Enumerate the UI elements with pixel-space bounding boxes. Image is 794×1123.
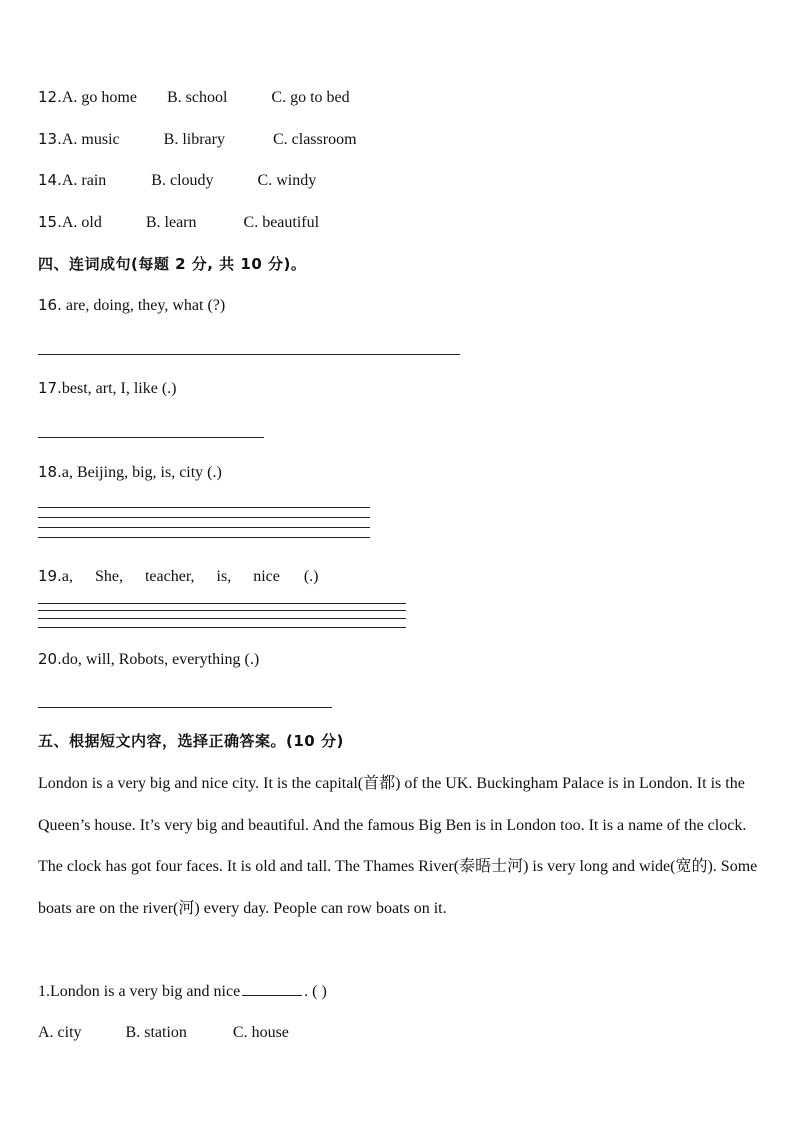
word-2: She,: [94, 568, 123, 585]
option-c: C. go to bed: [271, 89, 350, 106]
question-number: 14.: [38, 171, 62, 189]
answer-blank: [242, 981, 302, 996]
question-20: [38, 649, 259, 670]
question-number: 12.: [38, 88, 62, 106]
answer-line: [38, 618, 406, 619]
answer-line: [38, 610, 406, 611]
answer-line: [38, 437, 264, 438]
answer-line: [38, 537, 370, 538]
question-stem: 1.London is a very big and nice: [38, 983, 241, 1000]
question-14: [38, 170, 316, 191]
option-a: A. rain: [61, 172, 107, 189]
option-b: B. cloudy: [151, 172, 214, 189]
option-c: C. beautiful: [243, 214, 320, 231]
answer-line: [38, 517, 370, 518]
option-c: C. classroom: [272, 131, 357, 148]
question-number: 13.: [38, 130, 62, 148]
question-text: a, Beijing, big, is, city (.): [61, 464, 222, 481]
question-number: 20.: [38, 650, 62, 668]
question-number: 19.: [38, 567, 62, 585]
section-5-heading: 五、根据短文内容，选择正确答案。(10 分): [38, 732, 344, 750]
question-number: 17.: [38, 379, 62, 397]
answer-line: [38, 507, 370, 508]
question-19: [38, 566, 319, 587]
question-number: 18.: [38, 463, 62, 481]
question-number: 16.: [38, 296, 62, 314]
option-b: B. station: [125, 1024, 187, 1041]
question-15: [38, 212, 319, 233]
word-5: nice: [253, 568, 280, 585]
question-number: 15.: [38, 213, 62, 231]
option-a: A. city: [38, 1024, 82, 1041]
answer-line: [38, 527, 370, 528]
question-12: [38, 87, 350, 108]
section-4-heading: 四、连词成句(每题 2 分, 共 10 分)。: [38, 255, 307, 273]
question-bracket: . ( ): [304, 983, 327, 1000]
word-6: (.): [303, 568, 319, 585]
word-1: a,: [61, 568, 73, 585]
word-3: teacher,: [144, 568, 195, 585]
question-text: are, doing, they, what (?): [61, 297, 226, 314]
answer-line: [38, 603, 406, 604]
reading-question-1: [38, 981, 327, 1002]
option-b: B. library: [163, 131, 225, 148]
option-c: C. windy: [257, 172, 317, 189]
option-c: C. house: [232, 1024, 289, 1041]
word-4: is,: [216, 568, 232, 585]
question-text: do, will, Robots, everything (.): [61, 651, 260, 668]
option-b: B. learn: [145, 214, 197, 231]
question-13: [38, 129, 357, 150]
answer-line: [38, 354, 460, 355]
option-a: A. old: [61, 214, 102, 231]
reading-options-1: [38, 1023, 289, 1043]
option-a: A. music: [61, 131, 120, 148]
option-b: B. school: [166, 89, 228, 106]
reading-passage: London is a very big and nice city. It is the capital(首都) of the UK. Buckingham Palace is in London. It is the Queen’s house. It’s very big and beautiful. And the famous Big Ben is in London too. It is a name of the clock. The clock has got four faces. It is old and tall. The Thames River(泰晤士河) is very long and wide(宽的). Some boats are on the river(河) every day. People can row boats on it.: [38, 775, 758, 917]
answer-line: [38, 707, 332, 708]
option-a: A. go home: [61, 89, 137, 106]
question-text: best, art, I, like (.): [61, 380, 177, 397]
answer-line: [38, 627, 406, 628]
question-18: [38, 462, 222, 483]
question-16: [38, 295, 225, 316]
question-17: [38, 378, 176, 399]
